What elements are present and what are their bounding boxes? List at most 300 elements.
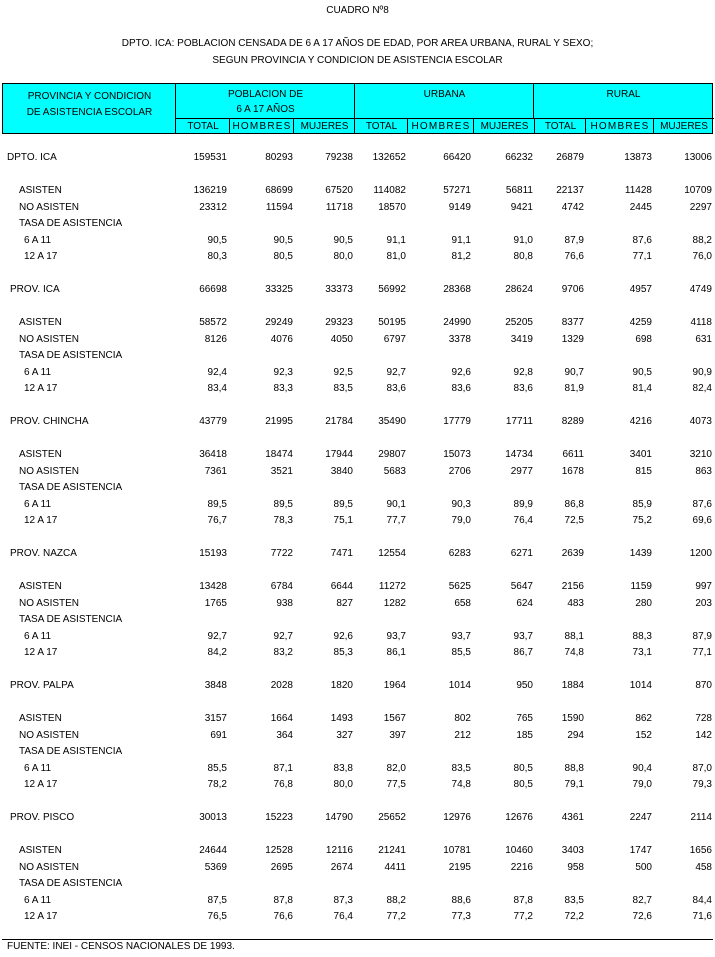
table-row — [0, 315, 715, 331]
cell-rural-mujeres: 87,9 — [692, 630, 712, 642]
header-poblacion-total: TOTAL — [175, 118, 230, 134]
cell-poblacion-mujeres: 83,5 — [333, 383, 353, 395]
table-row — [0, 365, 715, 381]
cell-urbana-hombres: 81,2 — [451, 251, 471, 263]
cell-poblacion-mujeres: 827 — [336, 597, 353, 609]
header-urbana: URBANA — [354, 84, 534, 118]
cell-poblacion-hombres: 89,5 — [273, 498, 293, 510]
cell-rural-total: 8289 — [561, 416, 584, 427]
row-label: 12 A 17 — [24, 251, 58, 263]
cell-poblacion-hombres: 4076 — [270, 333, 293, 345]
header-urbana-hombres: HOMBRES — [407, 118, 474, 134]
cell-urbana-hombres: 66420 — [443, 152, 471, 163]
table-row — [0, 612, 715, 628]
cell-rural-mujeres: 4073 — [689, 416, 712, 427]
table-row — [0, 464, 715, 480]
cell-rural-hombres: 13873 — [624, 152, 652, 163]
cell-rural-mujeres: 728 — [695, 713, 712, 724]
cell-urbana-hombres: 212 — [454, 729, 471, 741]
cell-rural-mujeres: 82,4 — [692, 383, 712, 395]
header-poblacion-mujeres: MUJERES — [293, 118, 355, 134]
cell-poblacion-hombres: 21995 — [265, 416, 293, 427]
cell-rural-total: 76,6 — [564, 251, 584, 263]
cell-rural-hombres: 81,4 — [632, 383, 652, 395]
header-province — [3, 89, 176, 121]
cell-rural-total: 87,9 — [564, 234, 584, 246]
row-label: PROV. PALPA — [10, 680, 74, 691]
row-label: 12 A 17 — [24, 911, 58, 923]
cell-poblacion-hombres: 90,5 — [273, 234, 293, 246]
cell-poblacion-total: 24644 — [199, 845, 227, 856]
table-row — [0, 777, 715, 793]
cell-rural-mujeres: 79,3 — [692, 779, 712, 791]
table-row — [0, 876, 715, 892]
cell-poblacion-mujeres: 92,6 — [333, 630, 353, 642]
cell-rural-hombres: 2445 — [629, 201, 652, 213]
cell-rural-total: 81,9 — [564, 383, 584, 395]
cell-urbana-hombres: 93,7 — [451, 630, 471, 642]
cell-poblacion-mujeres: 14790 — [325, 812, 353, 823]
cell-urbana-hombres: 10781 — [443, 845, 471, 856]
cell-rural-mujeres: 458 — [695, 861, 712, 873]
cell-poblacion-total: 36418 — [199, 449, 227, 460]
cell-rural-mujeres: 2297 — [689, 201, 712, 213]
cell-poblacion-mujeres: 90,5 — [333, 234, 353, 246]
section-total-row — [0, 282, 715, 298]
cell-urbana-hombres: 79,0 — [451, 515, 471, 527]
cell-rural-hombres: 85,9 — [632, 498, 652, 510]
cell-urbana-hombres: 92,6 — [451, 366, 471, 378]
cell-rural-mujeres: 3210 — [689, 449, 712, 460]
cell-rural-hombres: 500 — [635, 861, 652, 873]
cell-urbana-total: 1964 — [383, 680, 406, 691]
cell-poblacion-hombres: 68699 — [265, 185, 293, 196]
cell-poblacion-mujeres: 83,8 — [333, 762, 353, 774]
cell-urbana-hombres: 91,1 — [451, 234, 471, 246]
cell-urbana-total: 88,2 — [386, 894, 406, 906]
section-total-row — [0, 150, 715, 166]
cell-urbana-hombres: 28368 — [443, 284, 471, 295]
header-province-line2: DE ASISTENCIA ESCOLAR — [26, 107, 153, 118]
cell-urbana-total: 6797 — [383, 333, 406, 345]
cell-rural-mujeres: 77,1 — [692, 647, 712, 659]
cell-poblacion-hombres: 11594 — [265, 201, 293, 213]
header-poblacion-hombres: HOMBRES — [229, 118, 294, 134]
row-label: 6 A 11 — [24, 894, 52, 906]
cell-urbana-total: 92,7 — [386, 366, 406, 378]
cell-rural-hombres: 82,7 — [632, 894, 652, 906]
cell-poblacion-total: 1765 — [204, 597, 227, 609]
row-label: DPTO. ICA — [7, 152, 57, 163]
cell-rural-mujeres: 13006 — [684, 152, 712, 163]
row-label: TASA DE ASISTENCIA — [19, 350, 123, 362]
table-row — [0, 596, 715, 612]
cell-urbana-hombres: 6283 — [448, 548, 471, 559]
row-label: ASISTEN — [19, 581, 62, 592]
row-label: 6 A 11 — [24, 498, 52, 510]
cell-urbana-hombres: 88,6 — [451, 894, 471, 906]
cell-urbana-hombres: 24990 — [443, 317, 471, 328]
table-row — [0, 909, 715, 925]
cell-rural-total: 88,8 — [564, 762, 584, 774]
cell-urbana-hombres: 802 — [454, 713, 471, 724]
cell-urbana-mujeres: 12676 — [505, 812, 533, 823]
cell-urbana-mujeres: 56811 — [505, 185, 533, 196]
cell-poblacion-total: 76,7 — [207, 515, 227, 527]
cell-poblacion-hombres: 87,8 — [273, 894, 293, 906]
cell-poblacion-mujeres: 6644 — [330, 581, 353, 592]
cell-poblacion-mujeres: 76,4 — [333, 911, 353, 923]
cell-rural-total: 74,8 — [564, 647, 584, 659]
cell-rural-total: 294 — [567, 729, 584, 741]
cell-rural-hombres: 862 — [635, 713, 652, 724]
row-label: PROV. PISCO — [10, 812, 75, 823]
row-label: 12 A 17 — [24, 647, 58, 659]
cell-urbana-total: 90,1 — [386, 498, 406, 510]
cell-rural-mujeres: 4118 — [690, 317, 712, 328]
cell-urbana-mujeres: 92,8 — [513, 366, 533, 378]
cell-urbana-total: 397 — [389, 729, 406, 741]
cell-rural-hombres: 73,1 — [632, 647, 652, 659]
cell-poblacion-hombres: 1664 — [270, 713, 293, 724]
cell-rural-mujeres: 69,6 — [692, 515, 712, 527]
section-total-row — [0, 810, 715, 826]
cell-rural-total: 1590 — [561, 713, 584, 724]
cell-urbana-hombres: 9149 — [448, 201, 471, 213]
row-label: NO ASISTEN — [19, 465, 80, 477]
cell-urbana-mujeres: 80,5 — [513, 779, 533, 791]
cell-poblacion-hombres: 80293 — [265, 152, 293, 163]
cell-poblacion-total: 84,2 — [207, 647, 227, 659]
cell-urbana-hombres: 74,8 — [451, 779, 471, 791]
cell-rural-hombres: 88,3 — [632, 630, 652, 642]
table-row — [0, 744, 715, 760]
cell-poblacion-hombres: 2028 — [270, 680, 293, 691]
cell-poblacion-total: 30013 — [199, 812, 227, 823]
cell-urbana-mujeres: 10460 — [505, 845, 533, 856]
cell-poblacion-total: 89,5 — [207, 498, 227, 510]
cell-poblacion-total: 136219 — [193, 185, 227, 196]
row-label: 12 A 17 — [24, 383, 58, 395]
cell-poblacion-mujeres: 11718 — [325, 201, 353, 213]
cell-urbana-mujeres: 5647 — [510, 581, 533, 592]
header-urbana-mujeres: MUJERES — [473, 118, 535, 134]
cell-urbana-total: 18570 — [378, 201, 406, 213]
cell-urbana-total: 82,0 — [386, 762, 406, 774]
row-label: PROV. ICA — [10, 284, 60, 295]
cell-urbana-hombres: 90,3 — [451, 498, 471, 510]
cell-rural-mujeres: 997 — [695, 581, 712, 592]
cell-poblacion-hombres: 78,3 — [273, 515, 293, 527]
cell-urbana-total: 86,1 — [386, 647, 406, 659]
cell-rural-total: 26879 — [556, 152, 584, 163]
cell-rural-hombres: 11428 — [624, 185, 652, 196]
cell-urbana-total: 1567 — [383, 713, 406, 724]
row-label: NO ASISTEN — [19, 729, 80, 741]
cell-poblacion-hombres: 3521 — [270, 465, 293, 477]
row-label: NO ASISTEN — [19, 333, 80, 345]
cell-rural-total: 72,2 — [564, 911, 584, 923]
cell-rural-mujeres: 90,9 — [692, 366, 712, 378]
row-label: TASA DE ASISTENCIA — [19, 482, 123, 494]
cell-urbana-total: 35490 — [378, 416, 406, 427]
cell-urbana-hombres: 2706 — [448, 465, 471, 477]
cell-urbana-hombres: 57271 — [443, 185, 471, 196]
cell-urbana-mujeres: 2977 — [510, 465, 533, 477]
table-row — [0, 249, 715, 265]
cell-rural-mujeres: 87,0 — [692, 762, 712, 774]
cell-rural-total: 2639 — [561, 548, 584, 559]
cell-urbana-mujeres: 185 — [516, 729, 533, 741]
cell-poblacion-mujeres: 87,3 — [333, 894, 353, 906]
row-label: TASA DE ASISTENCIA — [19, 218, 123, 230]
row-label: TASA DE ASISTENCIA — [19, 746, 123, 758]
cell-poblacion-total: 5369 — [204, 861, 227, 873]
cell-urbana-total: 77,2 — [386, 911, 406, 923]
row-label: NO ASISTEN — [19, 861, 80, 873]
header-urbana-total: TOTAL — [354, 118, 408, 134]
cell-rural-hombres: 1159 — [630, 581, 652, 592]
cell-poblacion-mujeres: 85,3 — [333, 647, 353, 659]
cell-urbana-total: 21241 — [378, 845, 406, 856]
cell-urbana-total: 12554 — [378, 548, 406, 559]
cell-rural-mujeres: 863 — [695, 465, 712, 477]
cell-urbana-mujeres: 3419 — [510, 333, 533, 345]
section-total-row — [0, 414, 715, 430]
cell-urbana-mujeres: 77,2 — [513, 911, 533, 923]
cell-rural-hombres: 72,6 — [632, 911, 652, 923]
cell-urbana-hombres: 83,5 — [451, 762, 471, 774]
cell-rural-total: 4361 — [561, 812, 584, 823]
cell-rural-total: 1329 — [561, 333, 584, 345]
cell-poblacion-mujeres: 80,0 — [333, 251, 353, 263]
table-header — [2, 83, 713, 134]
cell-rural-total: 79,1 — [564, 779, 584, 791]
cell-urbana-total: 56992 — [378, 284, 406, 295]
cell-poblacion-mujeres: 1493 — [330, 713, 353, 724]
cell-poblacion-total: 3157 — [204, 713, 227, 724]
cell-urbana-mujeres: 28624 — [505, 284, 533, 295]
source-note: FUENTE: INEI - CENSOS NACIONALES DE 1993. — [7, 941, 235, 952]
cell-poblacion-total: 92,4 — [207, 366, 227, 378]
cell-poblacion-hombres: 2695 — [270, 861, 293, 873]
cell-urbana-total: 77,5 — [386, 779, 406, 791]
table-row — [0, 216, 715, 232]
cell-urbana-mujeres: 87,8 — [513, 894, 533, 906]
header-rural-mujeres: MUJERES — [653, 118, 714, 134]
cell-poblacion-mujeres: 12116 — [325, 845, 353, 856]
cell-poblacion-total: 76,5 — [207, 911, 227, 923]
cell-poblacion-total: 78,2 — [207, 779, 227, 791]
row-label: 6 A 11 — [24, 630, 52, 642]
cell-rural-total: 22137 — [556, 185, 584, 196]
row-label: PROV. NAZCA — [10, 548, 77, 559]
cell-rural-mujeres: 88,2 — [692, 234, 712, 246]
cell-urbana-hombres: 658 — [454, 597, 471, 609]
table-row — [0, 332, 715, 348]
cell-urbana-mujeres: 91,0 — [513, 234, 533, 246]
cell-poblacion-hombres: 7722 — [270, 548, 293, 559]
cell-rural-hombres: 77,1 — [632, 251, 652, 263]
cell-rural-hombres: 4216 — [629, 416, 652, 427]
table-row — [0, 480, 715, 496]
cell-poblacion-mujeres: 2674 — [330, 861, 353, 873]
cell-rural-mujeres: 870 — [695, 680, 712, 691]
row-label: 6 A 11 — [24, 762, 52, 774]
cell-urbana-mujeres: 93,7 — [513, 630, 533, 642]
cell-rural-total: 83,5 — [564, 894, 584, 906]
cell-urbana-total: 4411 — [384, 861, 406, 873]
cell-urbana-total: 83,6 — [386, 383, 406, 395]
row-label: TASA DE ASISTENCIA — [19, 614, 123, 626]
cell-poblacion-hombres: 938 — [276, 597, 293, 609]
cell-poblacion-total: 87,5 — [207, 894, 227, 906]
cell-poblacion-total: 13428 — [199, 581, 227, 592]
row-label: 6 A 11 — [24, 234, 52, 246]
table-row — [0, 513, 715, 529]
cell-poblacion-mujeres: 33373 — [325, 284, 353, 295]
cell-poblacion-mujeres: 80,0 — [333, 779, 353, 791]
table-row — [0, 183, 715, 199]
table-row — [0, 233, 715, 249]
header-poblacion-line2: 6 A 17 AÑOS — [236, 104, 295, 115]
table-row — [0, 200, 715, 216]
cell-urbana-total: 81,0 — [386, 251, 406, 263]
cell-rural-hombres: 1747 — [629, 845, 652, 856]
cell-urbana-mujeres: 17711 — [505, 416, 533, 427]
table-row — [0, 645, 715, 661]
cell-poblacion-hombres: 18474 — [265, 449, 293, 460]
cell-urbana-mujeres: 89,9 — [513, 498, 533, 510]
cell-urbana-mujeres: 83,6 — [513, 383, 533, 395]
table-row — [0, 579, 715, 595]
cell-poblacion-mujeres: 79238 — [325, 152, 353, 163]
cell-urbana-mujeres: 66232 — [505, 152, 533, 163]
cell-poblacion-total: 8126 — [204, 333, 227, 345]
cell-rural-mujeres: 203 — [695, 597, 712, 609]
cell-urbana-hombres: 1014 — [448, 680, 471, 691]
cell-poblacion-hombres: 76,6 — [273, 911, 293, 923]
cell-poblacion-hombres: 29249 — [265, 317, 293, 328]
table-subtitle: SEGUN PROVINCIA Y CONDICION DE ASISTENCIA ESCOLAR — [212, 55, 503, 66]
cell-urbana-total: 132652 — [372, 152, 406, 163]
table-row — [0, 447, 715, 463]
header-rural-hombres: HOMBRES — [585, 118, 654, 134]
cell-poblacion-total: 3848 — [204, 680, 227, 691]
table-row — [0, 728, 715, 744]
cell-rural-hombres: 75,2 — [632, 515, 652, 527]
row-label: ASISTEN — [19, 185, 62, 196]
cell-urbana-mujeres: 14734 — [505, 449, 533, 460]
header-poblacion — [175, 84, 355, 118]
table-row — [0, 711, 715, 727]
cell-rural-total: 958 — [567, 861, 584, 873]
cell-urbana-total: 1282 — [383, 597, 406, 609]
cell-rural-total: 9706 — [561, 284, 584, 295]
cell-rural-total: 90,7 — [564, 366, 584, 378]
cell-rural-total: 86,8 — [564, 498, 584, 510]
cell-rural-hombres: 2247 — [629, 812, 652, 823]
table-row — [0, 761, 715, 777]
cell-rural-hombres: 280 — [635, 597, 652, 609]
cell-poblacion-mujeres: 7471 — [330, 548, 353, 559]
table-row — [0, 843, 715, 859]
cell-poblacion-hombres: 92,3 — [273, 366, 293, 378]
cell-rural-hombres: 698 — [635, 333, 652, 345]
cell-poblacion-mujeres: 1820 — [330, 680, 353, 691]
header-poblacion-line1: POBLACION DE — [227, 89, 304, 100]
row-label: 6 A 11 — [24, 366, 52, 378]
cell-rural-hombres: 4957 — [629, 284, 652, 295]
row-label: ASISTEN — [19, 449, 62, 460]
cell-poblacion-hombres: 6784 — [270, 581, 293, 592]
cell-urbana-mujeres: 9421 — [510, 201, 533, 213]
cell-poblacion-total: 7361 — [204, 465, 227, 477]
cell-poblacion-hombres: 364 — [276, 729, 293, 741]
cell-rural-total: 4742 — [561, 201, 584, 213]
cell-poblacion-total: 80,3 — [207, 251, 227, 263]
cell-rural-mujeres: 71,6 — [692, 911, 712, 923]
section-total-row — [0, 546, 715, 562]
cell-urbana-mujeres: 624 — [516, 597, 533, 609]
cell-poblacion-hombres: 83,2 — [273, 647, 293, 659]
footer-rule — [2, 939, 713, 940]
cell-poblacion-mujeres: 75,1 — [333, 515, 353, 527]
cell-poblacion-hombres: 15223 — [265, 812, 293, 823]
cell-urbana-hombres: 85,5 — [451, 647, 471, 659]
header-rural: RURAL — [533, 84, 713, 118]
row-label: ASISTEN — [19, 317, 62, 328]
cell-poblacion-mujeres: 3840 — [330, 465, 353, 477]
row-label: TASA DE ASISTENCIA — [19, 878, 123, 890]
row-label: ASISTEN — [19, 713, 62, 724]
cell-urbana-total: 5683 — [383, 465, 406, 477]
cell-rural-hombres: 90,4 — [632, 762, 652, 774]
cell-poblacion-total: 15193 — [199, 548, 227, 559]
cell-poblacion-total: 83,4 — [207, 383, 227, 395]
cell-poblacion-hombres: 76,8 — [273, 779, 293, 791]
cell-rural-mujeres: 1200 — [689, 548, 712, 559]
row-label: 12 A 17 — [24, 515, 58, 527]
cell-urbana-mujeres: 80,8 — [513, 251, 533, 263]
cell-urbana-total: 11272 — [378, 581, 406, 592]
cell-rural-total: 88,1 — [564, 630, 584, 642]
cell-rural-hombres: 3401 — [629, 449, 652, 460]
cell-poblacion-mujeres: 92,5 — [333, 366, 353, 378]
cell-urbana-mujeres: 950 — [516, 680, 533, 691]
cell-urbana-total: 29807 — [378, 449, 406, 460]
cell-poblacion-mujeres: 327 — [336, 729, 353, 741]
cell-rural-hombres: 152 — [635, 729, 652, 741]
cell-rural-mujeres: 1656 — [689, 845, 712, 856]
table-row — [0, 629, 715, 645]
cell-rural-mujeres: 142 — [695, 729, 712, 741]
cell-urbana-total: 50195 — [378, 317, 406, 328]
table-row — [0, 860, 715, 876]
cell-poblacion-total: 92,7 — [207, 630, 227, 642]
cell-rural-hombres: 87,6 — [632, 234, 652, 246]
cell-poblacion-total: 58572 — [199, 317, 227, 328]
cell-rural-hombres: 79,0 — [632, 779, 652, 791]
cell-poblacion-total: 90,5 — [207, 234, 227, 246]
table-row — [0, 497, 715, 513]
row-label: PROV. CHINCHA — [10, 416, 89, 427]
cell-urbana-hombres: 12976 — [443, 812, 471, 823]
row-label: ASISTEN — [19, 845, 62, 856]
cell-poblacion-mujeres: 29323 — [325, 317, 353, 328]
cell-poblacion-hombres: 80,5 — [273, 251, 293, 263]
cell-urbana-hombres: 77,3 — [451, 911, 471, 923]
